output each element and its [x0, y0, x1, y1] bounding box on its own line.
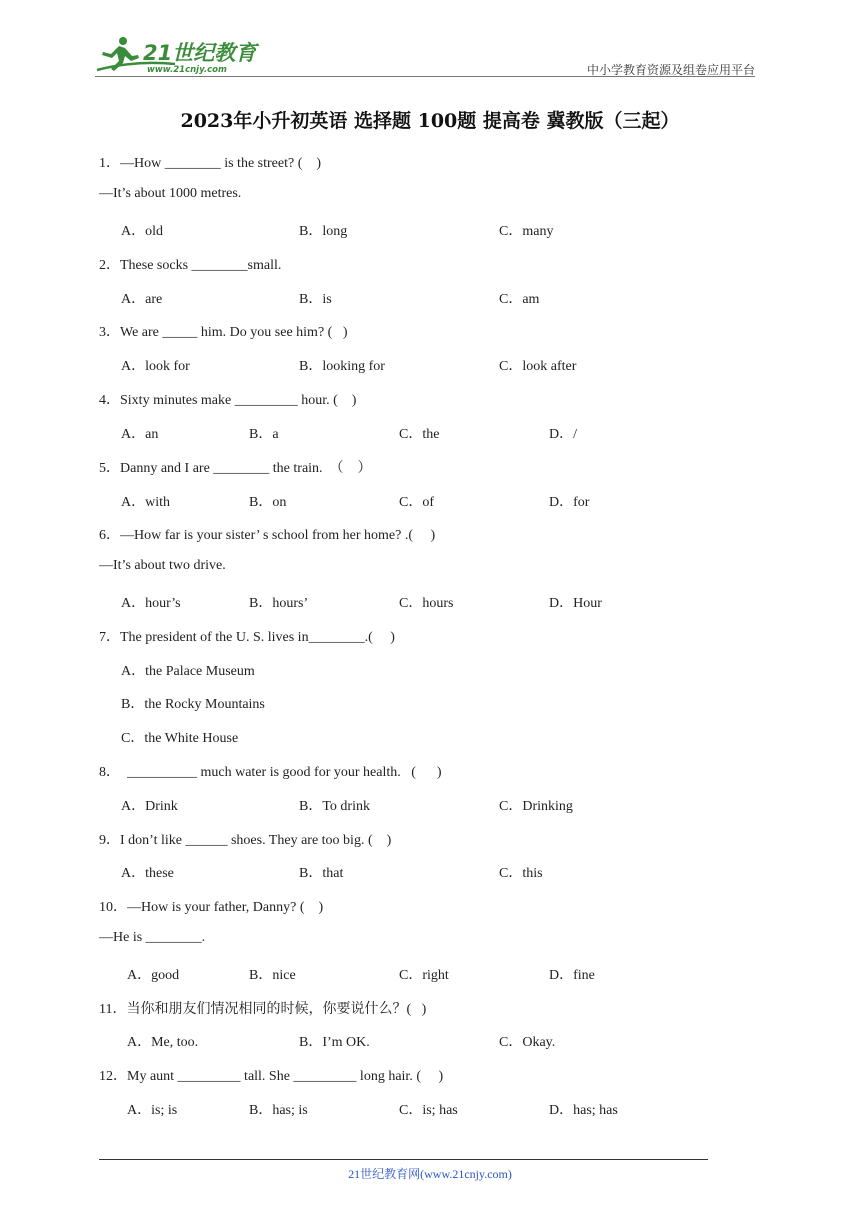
- question-4-option-a: A．an: [121, 427, 159, 442]
- question-7-option-a: A．the Palace Museum: [121, 664, 255, 679]
- question-9-stem: 9．I don’t like ______ shoes. They are too big. ( ): [99, 833, 392, 848]
- question-10-option-a: A．good: [127, 968, 180, 983]
- question-2-stem: 2．These socks ________small.: [99, 258, 282, 273]
- question-8-stem: 8． __________ much water is good for your health. ( ): [99, 765, 442, 780]
- question-6-option-d: D．Hour: [549, 596, 602, 611]
- question-10-line2: —He is ________.: [99, 930, 206, 945]
- question-2-option-b: B．is: [299, 292, 332, 307]
- question-11-option-b: B．I’m OK.: [299, 1035, 370, 1050]
- question-5-option-b: B．on: [249, 495, 287, 510]
- question-8-option-a: A．Drink: [121, 799, 178, 814]
- question-11-stem: 11．当你和朋友们情况相同的时候，你要说什么？( ): [99, 1002, 427, 1017]
- question-7-option-c: C．the White House: [121, 731, 239, 746]
- question-6-option-a: A．hour’s: [121, 596, 181, 611]
- question-12-option-c: C．is; has: [399, 1103, 458, 1118]
- question-5-stem: 5．Danny and I are ________ the train. （ ）: [99, 461, 372, 476]
- question-1-option-a: A．old: [121, 224, 163, 239]
- question-5-option-a: A．with: [121, 495, 170, 510]
- svg-text:21世纪教育: 21世纪教育: [143, 41, 257, 65]
- logo: [95, 34, 265, 76]
- question-6-option-c: C．hours: [399, 596, 454, 611]
- question-12-stem: 12．My aunt _________ tall. She _________ long hair. ( ): [99, 1069, 444, 1084]
- question-12-option-b: B．has; is: [249, 1103, 308, 1118]
- question-5-option-d: D．for: [549, 495, 590, 510]
- question-11-option-a: A．Me, too.: [127, 1035, 199, 1050]
- question-12-option-a: A．is; is: [127, 1103, 178, 1118]
- question-2-option-a: A．are: [121, 292, 163, 307]
- question-10-option-d: D．fine: [549, 968, 595, 983]
- question-3-option-c: C．look after: [499, 359, 577, 374]
- question-4-option-d: D．/: [549, 427, 577, 442]
- svg-text:www.21cnjy.com: www.21cnjy.com: [147, 65, 227, 75]
- question-8-option-b: B．To drink: [299, 799, 370, 814]
- question-1-stem: 1．—How ________ is the street? ( ): [99, 156, 322, 171]
- question-10-option-c: C．right: [399, 968, 449, 983]
- question-10-option-b: B．nice: [249, 968, 296, 983]
- question-11-option-c: C．Okay.: [499, 1035, 556, 1050]
- question-1-line2: —It’s about 1000 metres.: [99, 186, 242, 201]
- question-4-option-c: C．the: [399, 427, 440, 442]
- page-header: [95, 34, 755, 78]
- question-5-option-c: C．of: [399, 495, 434, 510]
- question-3-option-b: B．looking for: [299, 359, 385, 374]
- footer-link[interactable]: 21世纪教育网(www.21cnjy.com): [348, 1167, 512, 1181]
- question-12-option-d: D．has; has: [549, 1103, 618, 1118]
- question-3-stem: 3．We are _____ him. Do you see him? ( ): [99, 325, 348, 340]
- question-7-stem: 7．The president of the U. S. lives in________.( ): [99, 630, 395, 645]
- page-title: 2023年小升初英语 选择题 100题 提高卷 冀教版（三起）: [180, 110, 680, 132]
- question-2-option-c: C．am: [499, 292, 540, 307]
- header-platform-text: 中小学教育资源及组卷应用平台: [586, 63, 755, 77]
- question-10-stem: 10．—How is your father, Danny? ( ): [99, 900, 324, 915]
- question-3-option-a: A．look for: [121, 359, 190, 374]
- question-1-option-b: B．long: [299, 224, 348, 239]
- question-4-stem: 4．Sixty minutes make _________ hour. ( ): [99, 393, 357, 408]
- question-8-option-c: C．Drinking: [499, 799, 573, 814]
- question-6-line2: —It’s about two drive.: [99, 558, 226, 573]
- question-7-option-b: B．the Rocky Mountains: [121, 697, 265, 712]
- footer-divider: [99, 1159, 708, 1160]
- header-divider: [95, 76, 755, 77]
- question-9-option-b: B．that: [299, 866, 344, 881]
- question-4-option-b: B．a: [249, 427, 279, 442]
- question-9-option-a: A．these: [121, 866, 174, 881]
- question-6-option-b: B．hours’: [249, 596, 309, 611]
- question-1-option-c: C．many: [499, 224, 554, 239]
- question-6-stem: 6．—How far is your sister’ s school from her home? .( ): [99, 528, 436, 543]
- question-9-option-c: C．this: [499, 866, 543, 881]
